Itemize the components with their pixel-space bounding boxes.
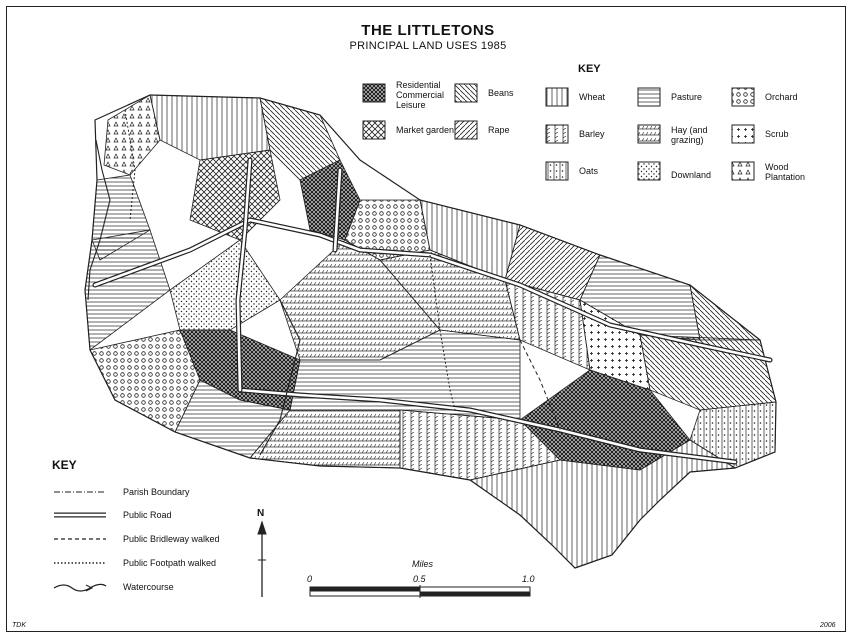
symbol-watercourse — [54, 584, 106, 591]
key-label-scrub: Scrub — [765, 129, 789, 139]
north-arrow-icon — [258, 522, 266, 597]
swatch-wood — [732, 162, 754, 180]
swatch-rape — [455, 121, 477, 139]
line-key-title: KEY — [52, 458, 77, 472]
key-label-hay: Hay (and grazing) — [671, 125, 708, 145]
key-label-public-road: Public Road — [123, 510, 172, 520]
scale-tick-1: 1.0 — [522, 574, 535, 584]
key-label-wood: Wood Plantation — [765, 162, 806, 182]
swatch-pasture — [638, 88, 660, 106]
land-use-key-title: KEY — [578, 63, 601, 75]
field-beans-2 — [690, 285, 760, 340]
year-label: 2006 — [820, 622, 836, 629]
key-label-watercourse: Watercourse — [123, 582, 174, 592]
scale-bar — [310, 585, 530, 598]
swatch-scrub — [732, 125, 754, 143]
key-label-bridleway: Public Bridleway walked — [123, 534, 220, 544]
swatch-barley — [546, 125, 568, 143]
swatch-oats — [546, 162, 568, 180]
line-key-symbols — [54, 492, 106, 591]
key-label-market-garden: Market garden — [396, 125, 455, 135]
scale-tick-0: 0 — [307, 574, 313, 584]
key-label-footpath: Public Footpath walked — [123, 558, 217, 568]
key-label-residential: Residential Commercial Leisure — [396, 80, 445, 110]
swatch-downland — [638, 162, 660, 180]
swatch-orchard — [732, 88, 754, 106]
scale-tick-half: 0.5 — [413, 574, 426, 584]
key-label-rape: Rape — [488, 125, 510, 135]
author-initials: TDK — [12, 622, 26, 629]
key-label-orchard: Orchard — [765, 92, 798, 102]
map-title: THE LITTLETONS — [361, 22, 495, 39]
key-label-wheat: Wheat — [579, 92, 606, 102]
swatch-market-garden — [363, 121, 385, 139]
key-label-downland: Downland — [671, 170, 712, 180]
swatch-beans — [455, 84, 477, 102]
key-label-pasture: Pasture — [671, 92, 703, 102]
swatch-wheat — [546, 88, 568, 106]
north-label: N — [257, 508, 265, 519]
key-label-beans: Beans — [488, 88, 514, 98]
scale-unit-label: Miles — [412, 559, 434, 569]
key-label-oats: Oats — [579, 166, 599, 176]
key-label-parish-boundary: Parish Boundary — [123, 487, 190, 497]
swatch-residential — [363, 84, 385, 102]
swatch-hay — [638, 125, 660, 143]
key-label-barley: Barley — [579, 129, 605, 139]
map-subtitle: PRINCIPAL LAND USES 1985 — [349, 40, 507, 52]
